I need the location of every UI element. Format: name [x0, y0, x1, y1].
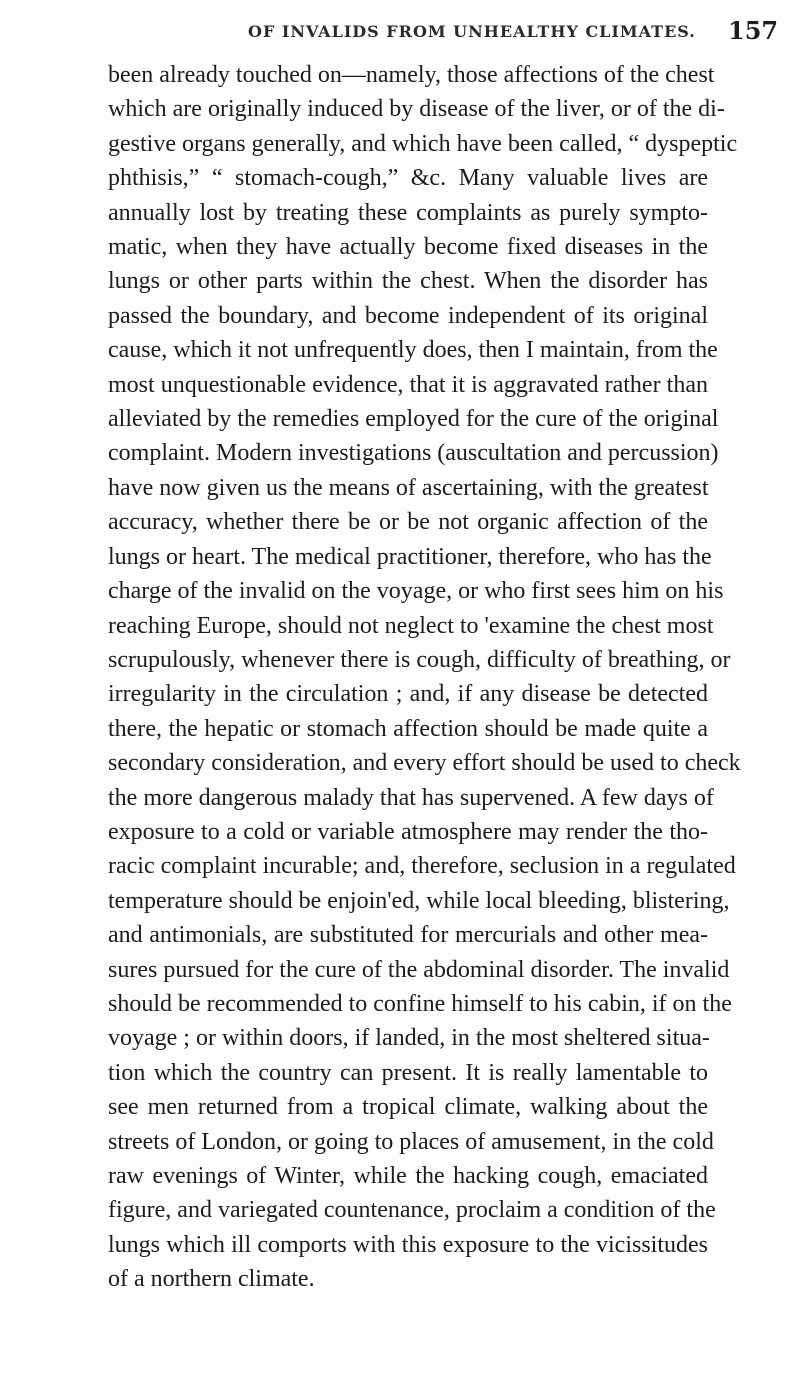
text-line: gestive organs generally, and which have been called, “ dyspeptic	[108, 130, 738, 157]
text-line: sures pursued for the cure of the abdominal disorder. The invalid	[108, 956, 730, 983]
text-line: raw evenings of Winter, while the hacking cough, emaciated	[108, 1163, 708, 1189]
text-line: which are originally induced by disease of the liver, or of the di-	[108, 96, 725, 123]
text-line: exposure to a cold or variable atmosphere may render the tho-	[108, 818, 708, 845]
text-line: reaching Europe, should not neglect to 'examine the chest most	[108, 612, 714, 639]
text-line: annually lost by treating these complaints as purely sympto-	[108, 199, 708, 226]
text-line: lungs or other parts within the chest. When the disorder has	[108, 268, 708, 295]
text-line: racic complaint incurable; and, therefore, seclusion in a regulated	[108, 853, 736, 880]
text-line: secondary consideration, and every effort should be used to check	[108, 750, 741, 777]
text-line: should be recommended to confine himself to his cabin, if on the	[108, 990, 732, 1017]
text-line: most unquestionable evidence, that it is aggravated rather than	[108, 371, 708, 398]
text-line: tion which the country can present. It is really lamentable to	[108, 1059, 708, 1086]
text-line: have now given us the means of ascertaining, with the greatest	[108, 474, 709, 501]
body-paragraph	[108, 58, 741, 1297]
running-head: OF INVALIDS FROM UNHEALTHY CLIMATES.	[248, 22, 696, 41]
text-line: voyage ; or within doors, if landed, in the most sheltered situa-	[108, 1025, 710, 1052]
text-line: there, the hepatic or stomach affection should be made quite a	[108, 715, 708, 742]
text-line: scrupulously, whenever there is cough, difficulty of breathing, or	[108, 646, 731, 673]
text-line: streets of London, or going to places of amusement, in the cold	[108, 1128, 714, 1155]
text-line: of a northern climate.	[108, 1266, 315, 1293]
text-line: see men returned from a tropical climate, walking about the	[108, 1094, 708, 1121]
text-line: charge of the invalid on the voyage, or who first sees him on his	[108, 578, 724, 605]
text-line: figure, and variegated countenance, proclaim a condition of the	[108, 1197, 716, 1224]
text-line: phthisis,” “ stomach-cough,” &c. Many valuable lives are	[108, 165, 708, 192]
text-line: lungs which ill comports with this exposure to the vicissitudes	[108, 1231, 708, 1258]
text-line: accuracy, whether there be or be not organic affection of the	[108, 509, 708, 536]
text-line: complaint. Modern investigations (auscultation and percussion)	[108, 440, 719, 467]
text-line: been already touched on—namely, those affections of the chest	[108, 62, 715, 88]
text-line: the more dangerous malady that has supervened. A few days of	[108, 784, 714, 811]
text-line: matic, when they have actually become fixed diseases in the	[108, 234, 708, 261]
page-number: 157	[728, 16, 779, 45]
text-line: alleviated by the remedies employed for the cure of the original	[108, 406, 719, 433]
text-line: passed the boundary, and become independent of its original	[108, 302, 708, 329]
text-line: lungs or heart. The medical practitioner, therefore, who has the	[108, 543, 712, 570]
text-line: temperature should be enjoin'ed, while local bleeding, blistering,	[108, 887, 730, 914]
text-line: irregularity in the circulation ; and, if any disease be detected	[108, 681, 708, 708]
text-line: cause, which it not unfrequently does, then I maintain, from the	[108, 337, 718, 364]
text-line: and antimonials, are substituted for mercurials and other mea-	[108, 922, 708, 949]
